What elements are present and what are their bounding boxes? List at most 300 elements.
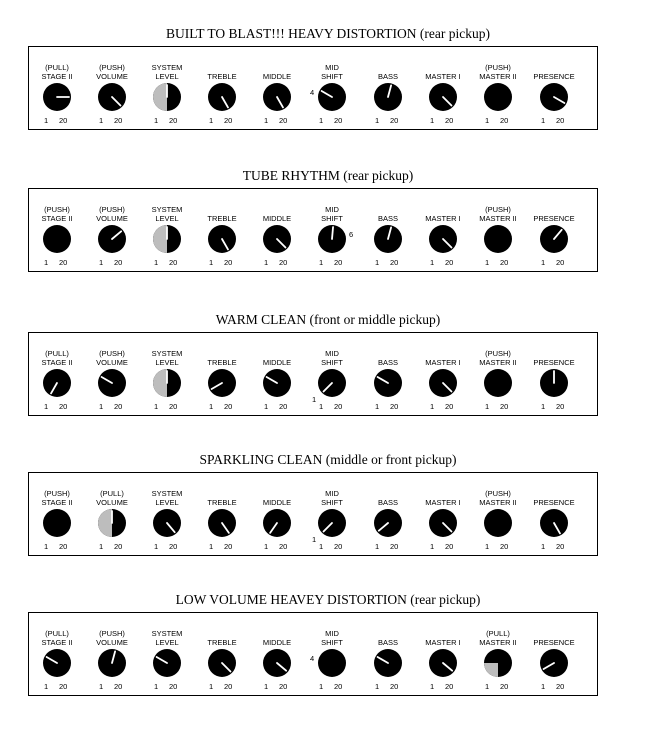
scale-high: 20	[334, 116, 343, 125]
scale-low: 1	[485, 116, 490, 125]
knob-master-ii[interactable]	[472, 613, 524, 697]
knob-label: (PUSH)	[44, 205, 70, 214]
scale-high: 20	[334, 402, 343, 411]
scale-high: 20	[390, 116, 399, 125]
knob-dial[interactable]	[262, 508, 292, 538]
scale-low: 1	[264, 402, 269, 411]
scale-low: 1	[154, 682, 159, 691]
knob-label: PRESENCE	[533, 214, 575, 223]
scale-low: 1	[44, 542, 49, 551]
knob-label: BASS	[377, 72, 398, 81]
knob-label: (PULL)	[45, 63, 69, 72]
scale-high: 20	[59, 682, 68, 691]
knob-presence[interactable]	[528, 333, 580, 417]
knob-label: MIDDLE	[262, 72, 292, 81]
knob-label: MIDDLE	[262, 638, 292, 647]
scale-low: 1	[99, 682, 104, 691]
knob-dial[interactable]	[539, 224, 569, 254]
knob-label: LEVEL	[155, 638, 179, 647]
control-panel	[28, 332, 598, 416]
scale-low: 1	[319, 258, 324, 267]
knob-label: TREBLE	[207, 358, 237, 367]
knob-dial[interactable]	[373, 368, 403, 398]
knob-label: MIDDLE	[262, 358, 292, 367]
knob-volume[interactable]	[86, 47, 138, 131]
knob-treble[interactable]	[196, 473, 248, 557]
knob-label: (PUSH)	[485, 63, 511, 72]
knob-label: (PUSH)	[485, 489, 511, 498]
scale-high: 20	[556, 402, 565, 411]
knob-stage-ii[interactable]	[31, 613, 83, 697]
scale-mark: 4	[310, 654, 315, 663]
knob-volume[interactable]	[86, 473, 138, 557]
knob-label: MASTER I	[425, 358, 461, 367]
knob-label: (PULL)	[45, 629, 69, 638]
knob-label: MASTER I	[425, 638, 461, 647]
scale-low: 1	[44, 682, 49, 691]
knob-label: MID	[325, 629, 339, 638]
scale-low: 1	[209, 258, 214, 267]
preset-section	[0, 168, 656, 278]
scale-low: 1	[541, 116, 546, 125]
knob-level[interactable]	[141, 333, 193, 417]
scale-high: 20	[224, 542, 233, 551]
scale-high: 20	[556, 682, 565, 691]
knob-label: LEVEL	[155, 358, 179, 367]
knob-label: SHIFT	[321, 72, 343, 81]
scale-high: 20	[279, 402, 288, 411]
preset-title: SPARKLING CLEAN (middle or front pickup)	[199, 452, 457, 467]
knob-label: (PUSH)	[99, 349, 125, 358]
knob-label: LEVEL	[155, 498, 179, 507]
scale-high: 20	[59, 116, 68, 125]
knob-label: (PULL)	[486, 629, 510, 638]
knob-label: VOLUME	[96, 72, 128, 81]
knob-dial[interactable]	[428, 224, 458, 254]
knob-dial[interactable]	[152, 648, 182, 678]
scale-low: 1	[44, 402, 49, 411]
scale-low: 1	[209, 402, 214, 411]
knob-label: MID	[325, 205, 339, 214]
knob-presence[interactable]	[528, 189, 580, 273]
knob-master-i[interactable]	[417, 47, 469, 131]
knob-label: STAGE II	[41, 638, 73, 647]
knob-label: SYSTEM	[151, 349, 183, 358]
knob-dial[interactable]	[207, 508, 237, 538]
knob-master-i[interactable]	[417, 473, 469, 557]
control-panel	[28, 612, 598, 696]
knob-label: STAGE II	[41, 498, 73, 507]
knob-label: PRESENCE	[533, 498, 575, 507]
knob-presence[interactable]	[528, 47, 580, 131]
scale-high: 20	[169, 258, 178, 267]
scale-low: 1	[319, 682, 324, 691]
knob-label: MID	[325, 489, 339, 498]
knob-label: PRESENCE	[533, 638, 575, 647]
knob-label: MID	[325, 349, 339, 358]
scale-low: 1	[485, 258, 490, 267]
knob-body	[43, 509, 71, 537]
scale-high: 20	[445, 258, 454, 267]
knob-body	[484, 509, 512, 537]
knob-label: SYSTEM	[151, 205, 183, 214]
scale-high: 20	[279, 116, 288, 125]
knob-bass[interactable]	[362, 47, 414, 131]
scale-low: 1	[209, 116, 214, 125]
knob-label: STAGE II	[41, 358, 73, 367]
scale-high: 20	[390, 402, 399, 411]
scale-low: 1	[375, 542, 380, 551]
knob-label: PRESENCE	[533, 358, 575, 367]
scale-high: 20	[500, 402, 509, 411]
preset-section	[0, 592, 656, 702]
knob-dial[interactable]	[483, 648, 513, 678]
knob-stage-ii[interactable]	[31, 189, 83, 273]
scale-high: 20	[556, 116, 565, 125]
knob-label: LEVEL	[155, 214, 179, 223]
knob-label: SYSTEM	[151, 489, 183, 498]
knob-dial[interactable]	[152, 508, 182, 538]
knob-dial[interactable]	[428, 508, 458, 538]
scale-high: 20	[334, 258, 343, 267]
knob-label: VOLUME	[96, 638, 128, 647]
scale-high: 20	[279, 682, 288, 691]
scale-low: 1	[541, 542, 546, 551]
control-panel	[28, 46, 598, 130]
scale-high: 20	[169, 402, 178, 411]
scale-high: 20	[169, 682, 178, 691]
knob-label: SYSTEM	[151, 629, 183, 638]
knob-bass[interactable]	[362, 613, 414, 697]
knob-label: VOLUME	[96, 358, 128, 367]
knob-highlight	[153, 369, 167, 397]
scale-high: 20	[556, 542, 565, 551]
knob-dial[interactable]	[373, 508, 403, 538]
knob-label: VOLUME	[96, 214, 128, 223]
knob-shift[interactable]	[306, 473, 358, 557]
knob-middle[interactable]	[251, 473, 303, 557]
scale-high: 20	[59, 258, 68, 267]
knob-volume[interactable]	[86, 333, 138, 417]
knob-dial[interactable]	[97, 508, 127, 538]
knob-label: MASTER I	[425, 214, 461, 223]
knob-level[interactable]	[141, 47, 193, 131]
knob-dial[interactable]	[317, 508, 347, 538]
knob-highlight	[484, 663, 498, 677]
scale-low: 1	[541, 258, 546, 267]
knob-label: BASS	[377, 214, 398, 223]
scale-low: 1	[430, 116, 435, 125]
knob-body	[318, 649, 346, 677]
knob-dial[interactable]	[373, 224, 403, 254]
knob-master-i[interactable]	[417, 613, 469, 697]
knob-dial[interactable]	[97, 224, 127, 254]
scale-high: 20	[224, 116, 233, 125]
scale-high: 20	[445, 682, 454, 691]
scale-high: 20	[59, 542, 68, 551]
knob-dial[interactable]	[97, 648, 127, 678]
knob-middle[interactable]	[251, 613, 303, 697]
knob-body	[484, 225, 512, 253]
knob-dial[interactable]	[42, 368, 72, 398]
scale-low: 1	[375, 258, 380, 267]
knob-shift[interactable]	[306, 189, 358, 273]
scale-low: 1	[264, 258, 269, 267]
knob-master-i[interactable]	[417, 189, 469, 273]
knob-stage-ii[interactable]	[31, 333, 83, 417]
scale-low: 1	[44, 116, 49, 125]
knob-presence[interactable]	[528, 613, 580, 697]
knob-dial[interactable]	[97, 368, 127, 398]
knob-shift[interactable]	[306, 613, 358, 697]
knob-dial[interactable]	[262, 224, 292, 254]
knob-label: SHIFT	[321, 638, 343, 647]
knob-label: BASS	[377, 498, 398, 507]
knob-label: MASTER I	[425, 498, 461, 507]
knob-label: MASTER II	[479, 638, 517, 647]
scale-high: 20	[390, 542, 399, 551]
knob-dial[interactable]	[152, 368, 182, 398]
knob-dial[interactable]	[483, 368, 513, 398]
knob-dial[interactable]	[483, 224, 513, 254]
knob-dial[interactable]	[317, 648, 347, 678]
scale-low: 1	[485, 542, 490, 551]
knob-presence[interactable]	[528, 473, 580, 557]
knob-label: (PUSH)	[99, 205, 125, 214]
scale-high: 20	[334, 542, 343, 551]
knob-dial[interactable]	[207, 82, 237, 112]
scale-high: 20	[390, 682, 399, 691]
scale-high: 20	[334, 682, 343, 691]
preset-section	[0, 26, 656, 136]
knob-stage-ii[interactable]	[31, 47, 83, 131]
knob-label: MIDDLE	[262, 498, 292, 507]
scale-low: 1	[485, 402, 490, 411]
scale-mark: 6	[349, 230, 354, 239]
knob-label: (PUSH)	[44, 489, 70, 498]
knob-bass[interactable]	[362, 473, 414, 557]
knob-dial[interactable]	[317, 224, 347, 254]
scale-high: 20	[224, 258, 233, 267]
scale-high: 20	[169, 542, 178, 551]
knob-label: TREBLE	[207, 638, 237, 647]
knob-dial[interactable]	[42, 648, 72, 678]
scale-high: 20	[445, 116, 454, 125]
knob-label: TREBLE	[207, 214, 237, 223]
knob-label: MASTER II	[479, 214, 517, 223]
scale-low: 1	[430, 542, 435, 551]
scale-low: 1	[264, 116, 269, 125]
scale-low: 1	[319, 402, 324, 411]
knob-dial[interactable]	[42, 508, 72, 538]
scale-low: 1	[541, 682, 546, 691]
knob-treble[interactable]	[196, 613, 248, 697]
knob-body	[43, 225, 71, 253]
knob-volume[interactable]	[86, 613, 138, 697]
knob-dial[interactable]	[373, 648, 403, 678]
scale-high: 20	[279, 542, 288, 551]
knob-dial[interactable]	[262, 648, 292, 678]
knob-label: BASS	[377, 638, 398, 647]
knob-label: PRESENCE	[533, 72, 575, 81]
knob-master-ii[interactable]	[472, 473, 524, 557]
knob-dial[interactable]	[539, 508, 569, 538]
knob-dial[interactable]	[539, 82, 569, 112]
knob-level[interactable]	[141, 189, 193, 273]
scale-high: 20	[114, 542, 123, 551]
knob-middle[interactable]	[251, 47, 303, 131]
knob-dial[interactable]	[97, 82, 127, 112]
scale-low: 1	[375, 682, 380, 691]
scale-high: 20	[59, 402, 68, 411]
knob-label: MASTER II	[479, 358, 517, 367]
scale-low: 1	[319, 116, 324, 125]
knob-treble[interactable]	[196, 47, 248, 131]
knob-treble[interactable]	[196, 189, 248, 273]
knob-pointer	[332, 227, 333, 239]
knob-dial[interactable]	[207, 224, 237, 254]
scale-low: 1	[99, 542, 104, 551]
scale-low: 1	[154, 402, 159, 411]
knob-shift[interactable]	[306, 47, 358, 131]
scale-low: 1	[44, 258, 49, 267]
knob-label: LEVEL	[155, 72, 179, 81]
knob-label: (PUSH)	[485, 205, 511, 214]
knob-label: (PULL)	[45, 349, 69, 358]
knob-dial[interactable]	[317, 82, 347, 112]
scale-high: 20	[500, 542, 509, 551]
scale-high: 20	[445, 542, 454, 551]
knob-shift[interactable]	[306, 333, 358, 417]
knob-master-ii[interactable]	[472, 189, 524, 273]
knob-label: BASS	[377, 358, 398, 367]
scale-low: 1	[99, 116, 104, 125]
knob-label: STAGE II	[41, 72, 73, 81]
knob-dial[interactable]	[428, 368, 458, 398]
knob-label: (PUSH)	[485, 349, 511, 358]
knob-middle[interactable]	[251, 189, 303, 273]
scale-high: 20	[445, 402, 454, 411]
scale-high: 20	[169, 116, 178, 125]
knob-treble[interactable]	[196, 333, 248, 417]
preset-section	[0, 312, 656, 422]
knob-highlight	[153, 83, 167, 111]
scale-low: 1	[430, 402, 435, 411]
scale-low: 1	[541, 402, 546, 411]
scale-mark: 1	[312, 395, 317, 404]
scale-high: 20	[224, 682, 233, 691]
knob-dial[interactable]	[207, 648, 237, 678]
knob-dial[interactable]	[152, 82, 182, 112]
knob-label: MASTER II	[479, 498, 517, 507]
scale-high: 20	[114, 402, 123, 411]
scale-high: 20	[114, 116, 123, 125]
scale-mark: 1	[312, 535, 317, 544]
scale-low: 1	[375, 116, 380, 125]
knob-dial[interactable]	[42, 82, 72, 112]
knob-label: SHIFT	[321, 358, 343, 367]
preset-title: WARM CLEAN (front or middle pickup)	[215, 312, 441, 327]
knob-label: (PULL)	[100, 489, 124, 498]
knob-label: (PUSH)	[99, 629, 125, 638]
knob-label: VOLUME	[96, 498, 128, 507]
scale-high: 20	[114, 682, 123, 691]
preset-title: BUILT TO BLAST!!! HEAVY DISTORTION (rear pickup)	[166, 26, 490, 41]
knob-dial[interactable]	[428, 648, 458, 678]
knob-dial[interactable]	[262, 368, 292, 398]
knob-volume[interactable]	[86, 189, 138, 273]
scale-high: 20	[390, 258, 399, 267]
knob-dial[interactable]	[42, 224, 72, 254]
knob-label: SHIFT	[321, 214, 343, 223]
knob-dial[interactable]	[483, 82, 513, 112]
knob-level[interactable]	[141, 613, 193, 697]
knob-dial[interactable]	[152, 224, 182, 254]
scale-low: 1	[154, 542, 159, 551]
preset-title: LOW VOLUME HEAVEY DISTORTION (rear pickup)	[175, 592, 481, 607]
knob-label: TREBLE	[207, 72, 237, 81]
knob-highlight	[98, 509, 112, 537]
knob-body	[484, 369, 512, 397]
scale-mark: 4	[310, 88, 315, 97]
knob-master-ii[interactable]	[472, 333, 524, 417]
scale-low: 1	[154, 116, 159, 125]
control-panel	[28, 472, 598, 556]
knob-label: (PUSH)	[99, 63, 125, 72]
knob-label: MIDDLE	[262, 214, 292, 223]
knob-middle[interactable]	[251, 333, 303, 417]
scale-low: 1	[99, 258, 104, 267]
knob-label: SYSTEM	[151, 63, 183, 72]
scale-high: 20	[556, 258, 565, 267]
knob-level[interactable]	[141, 473, 193, 557]
scale-low: 1	[430, 258, 435, 267]
knob-master-ii[interactable]	[472, 47, 524, 131]
knob-dial[interactable]	[539, 368, 569, 398]
scale-low: 1	[319, 542, 324, 551]
knob-bass[interactable]	[362, 333, 414, 417]
knob-label: MASTER I	[425, 72, 461, 81]
knob-label: SHIFT	[321, 498, 343, 507]
scale-high: 20	[279, 258, 288, 267]
knob-dial[interactable]	[262, 82, 292, 112]
knob-dial[interactable]	[207, 368, 237, 398]
scale-low: 1	[209, 542, 214, 551]
scale-low: 1	[264, 682, 269, 691]
scale-high: 20	[114, 258, 123, 267]
knob-dial[interactable]	[428, 82, 458, 112]
scale-low: 1	[154, 258, 159, 267]
scale-low: 1	[209, 682, 214, 691]
knob-stage-ii[interactable]	[31, 473, 83, 557]
knob-dial[interactable]	[483, 508, 513, 538]
knob-label: TREBLE	[207, 498, 237, 507]
knob-label: STAGE II	[41, 214, 73, 223]
knob-dial[interactable]	[317, 368, 347, 398]
scale-low: 1	[485, 682, 490, 691]
knob-body	[484, 83, 512, 111]
knob-bass[interactable]	[362, 189, 414, 273]
knob-label: MASTER II	[479, 72, 517, 81]
scale-high: 20	[500, 258, 509, 267]
knob-dial[interactable]	[373, 82, 403, 112]
scale-low: 1	[99, 402, 104, 411]
scale-low: 1	[430, 682, 435, 691]
preset-title: TUBE RHYTHM (rear pickup)	[242, 168, 414, 183]
knob-label: MID	[325, 63, 339, 72]
knob-dial[interactable]	[539, 648, 569, 678]
knob-master-i[interactable]	[417, 333, 469, 417]
